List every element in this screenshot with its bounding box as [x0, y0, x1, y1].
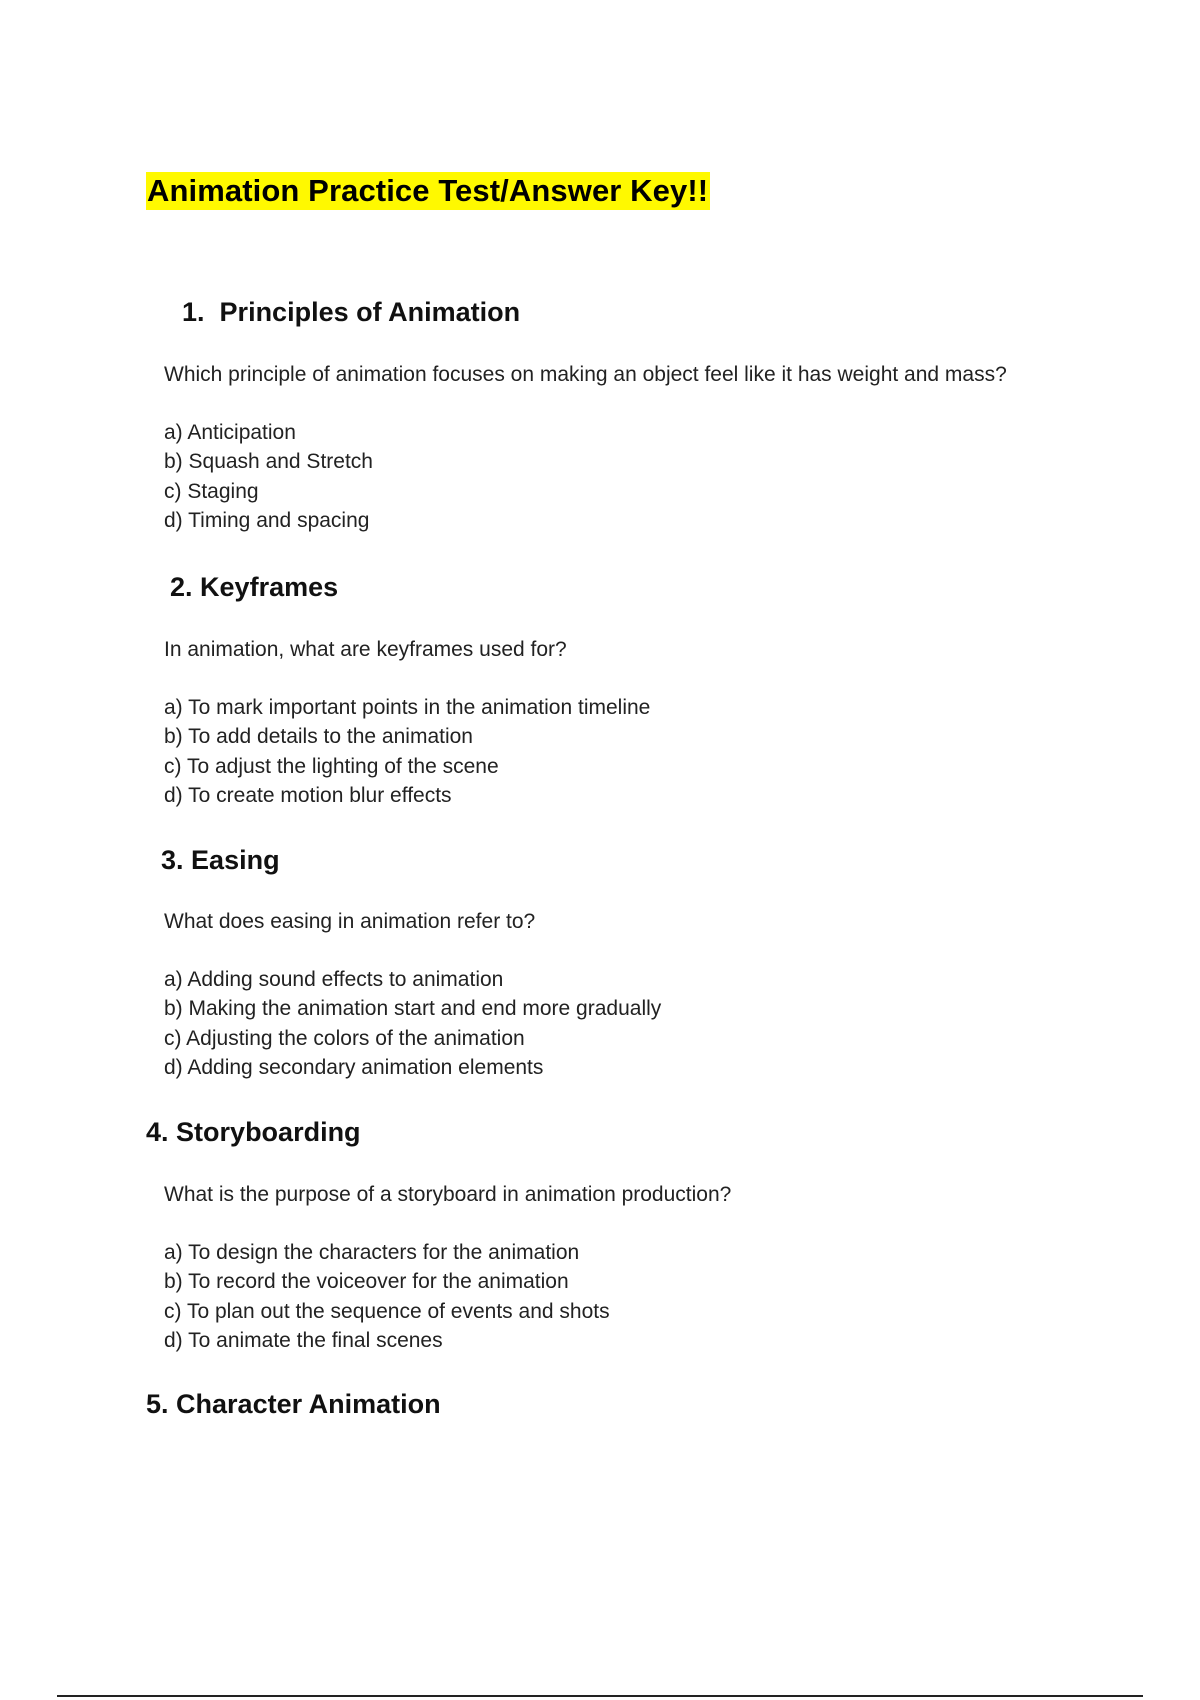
section-number: 1. — [182, 297, 205, 327]
options-keyframes — [164, 693, 650, 810]
question-keyframes: In animation, what are keyframes used for? — [164, 638, 567, 661]
option-item: c) Staging — [164, 479, 259, 503]
section-number: 2. — [170, 572, 193, 602]
question-easing: What does easing in animation refer to? — [164, 910, 536, 933]
document-title: Animation Practice Test/Answer Key!! — [147, 173, 709, 208]
options-principles — [164, 418, 373, 535]
option-item: d) Timing and spacing — [164, 508, 370, 532]
option-item: d) To create motion blur effects — [164, 783, 452, 807]
section-heading-easing — [161, 843, 280, 877]
option-item: d) Adding secondary animation elements — [164, 1055, 544, 1079]
section-title: Keyframes — [200, 572, 339, 602]
options-storyboarding — [164, 1238, 610, 1355]
option-item: d) To animate the final scenes — [164, 1328, 443, 1352]
option-item: a) Anticipation — [164, 421, 296, 444]
question-principles: Which principle of animation focuses on making an object feel like it has weight and mass? — [164, 363, 1007, 386]
option-item: a) To mark important points in the animation timeline — [164, 696, 651, 719]
option-item: c) Adjusting the colors of the animation — [164, 1026, 525, 1050]
question-storyboarding: What is the purpose of a storyboard in animation production? — [164, 1183, 732, 1206]
option-item: a) Adding sound effects to animation — [164, 968, 504, 991]
section-heading-principles — [182, 295, 520, 329]
section-number: 5. — [146, 1389, 169, 1419]
option-item: c) To adjust the lighting of the scene — [164, 754, 499, 778]
option-item: a) To design the characters for the animation — [164, 1241, 580, 1264]
option-item: c) To plan out the sequence of events and shots — [164, 1299, 610, 1323]
section-heading-character-animation — [146, 1387, 441, 1421]
section-title: Easing — [191, 845, 280, 875]
section-title: Character Animation — [176, 1389, 441, 1419]
option-item: b) To record the voiceover for the animation — [164, 1270, 569, 1294]
options-easing — [164, 965, 661, 1082]
option-item: b) Making the animation start and end more gradually — [164, 997, 662, 1021]
section-heading-keyframes — [170, 570, 338, 604]
section-number: 3. — [161, 845, 184, 875]
page-bottom-divider — [57, 1695, 1143, 1697]
option-item: b) Squash and Stretch — [164, 450, 373, 474]
section-number: 4. — [146, 1117, 169, 1147]
section-title: Storyboarding — [176, 1117, 361, 1147]
section-heading-storyboarding — [146, 1115, 361, 1149]
option-item: b) To add details to the animation — [164, 725, 473, 749]
section-title: Principles of Animation — [219, 297, 521, 327]
